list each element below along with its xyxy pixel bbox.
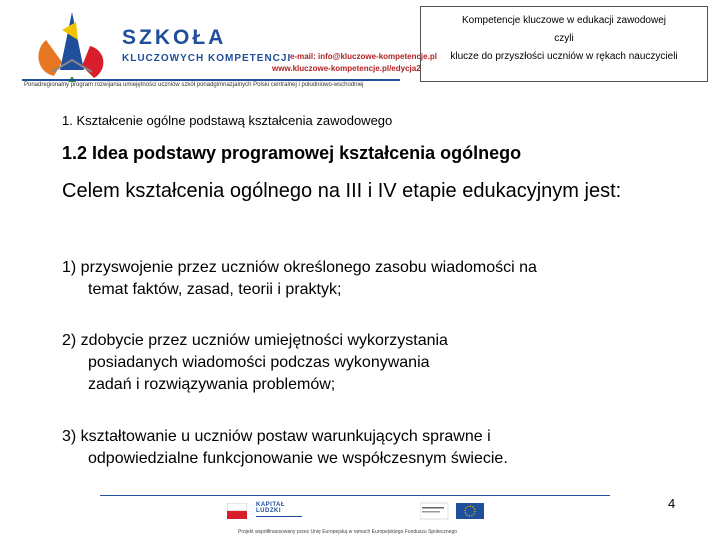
header-logo	[22, 6, 437, 88]
page-number: 4	[668, 496, 676, 511]
header-box-line2: czyli	[554, 33, 574, 44]
contact-email: e-mail: info@kluczowe-kompetencje.pl	[290, 52, 437, 61]
list-item-first-line: 2) zdobycie przez uczniów umiejętności wykorzystania	[62, 332, 448, 349]
contact-web: www.kluczowe-kompetencje.pl/edycja2	[272, 64, 421, 73]
brand-title: SZKOŁA	[122, 26, 227, 49]
logo-underline	[256, 516, 302, 517]
list-item-first-line: 1) przyswojenie przez uczniów określonego zasobu wiadomości na	[62, 259, 537, 276]
header-caption: Ponadregionalny program rozwijania umiejętności uczniów szkół ponadgimnazjalnych Polski centralnej i południowo-wschodniej	[24, 82, 364, 88]
footer-caption: Projekt współfinansowany przez Unię Europejską w ramach Europejskiego Funduszu Społecznego	[238, 529, 458, 535]
list-item-first-line: 3) kształtowanie u uczniów postaw warunkujących sprawne i	[62, 428, 491, 445]
list-item-continuation: temat faktów, zasad, teorii i praktyk;	[88, 281, 342, 298]
school-logo-icon	[32, 10, 112, 82]
list-item-continuation: odpowiedzialne funkcjonowanie we współczesnym świecie.	[88, 450, 508, 467]
kapital-ludzki-text: KAPITAŁ LUDZKI	[256, 502, 286, 514]
list-item	[62, 330, 682, 396]
kapital-ludzki-logo	[256, 502, 306, 520]
header-title-box	[420, 6, 708, 82]
header-divider	[22, 79, 400, 81]
header-box-line3: klucze do przyszłości uczniów w rękach nauczycieli	[450, 51, 678, 62]
footer-divider	[100, 495, 610, 496]
intro-text: Celem kształcenia ogólnego na III i IV etapie edukacyjnym jest:	[62, 180, 622, 202]
section-subtitle: 1. Kształcenie ogólne podstawą kształcenia zawodowego	[62, 113, 393, 128]
list-item	[62, 426, 682, 470]
poland-flag-icon	[227, 503, 247, 519]
list-item	[62, 257, 682, 301]
eu-flag-icon	[420, 501, 486, 521]
header-box-line1: Kompetencje kluczowe w edukacji zawodowej	[462, 15, 666, 26]
list-item-continuation: posiadanych wiadomości podczas wykonywania zadań i rozwiązywania problemów;	[88, 354, 430, 393]
brand-subtitle: KLUCZOWYCH KOMPETENCJI	[122, 53, 292, 64]
page-title: 1.2 Idea podstawy programowej kształcenia ogólnego	[62, 143, 522, 163]
